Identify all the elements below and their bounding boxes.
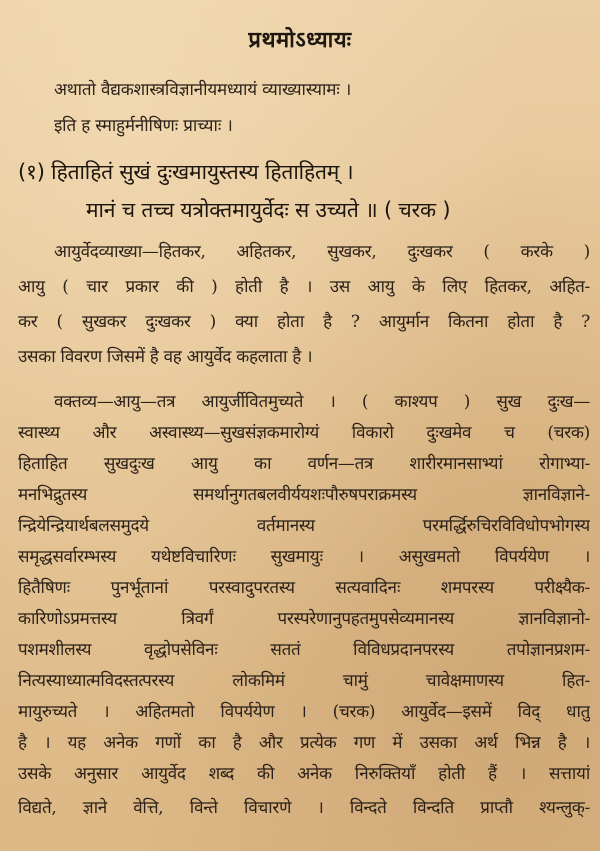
intro-line-1: अथातो वैद्यकशास्त्रविज्ञानीयमध्यायं व्याख्यास्यामः । [54, 80, 352, 100]
paragraph1-line-4: उसका विवरण जिसमें है वह आयुर्वेद कहलाता है । [18, 347, 313, 367]
verse-line-1: (१) हिताहितं सुखं दुःखमायुस्तस्य हिताहितम् । [18, 160, 354, 184]
verse-line-2: मानं च तच्च यत्रोक्तमायुर्वेदः स उच्यते ॥ ( चरक ) [86, 198, 451, 222]
chapter-heading: प्रथमोऽध्यायः [248, 28, 352, 53]
paragraph1-line-2: आयु ( चार प्रकार की ) होती है । उस आयु के लिए हितकर, अहित- [18, 277, 590, 297]
paragraph2-line-5: न्द्रियेन्द्रियार्थबलसमुदये वर्तमानस्य परमर्द्धिरुचिरविविधोपभोगस्य [18, 516, 590, 536]
paragraph2-line-6: समृद्धसर्वारम्भस्य यथेष्टविचारिणः सुखमायुः । असुखमतो विपर्ययेण । [18, 547, 590, 567]
paragraph2-line-14: विद्यते, ज्ञाने वेत्ति, विन्ते विचारणे । विन्दते विन्दति प्राप्तौ श्यन्लुक्- [18, 798, 590, 818]
intro-line-2: इति ह स्माहुर्मनीषिणः प्राच्याः । [54, 116, 233, 136]
paragraph2-line-4: मनभिद्रुतस्य समर्थानुगतबलवीर्ययशःपौरुषपराक्रमस्य ज्ञानविज्ञाने- [18, 485, 590, 505]
paragraph2-line-8: कारिणोऽप्रमत्तस्य त्रिवर्गं परस्परेणानुपहतमुपसेव्यमानस्य ज्ञानविज्ञानो- [18, 609, 590, 629]
paragraph1-line-3: कर ( सुखकर दुःखकर ) क्या होता है ? आयुर्मान कितना होता है ? [18, 312, 590, 332]
paragraph2-line-13: उसके अनुसार आयुर्वेद शब्द की अनेक निरुक्तियाँ होती हैं । सत्तायां [18, 764, 590, 784]
paragraph2-line-9: पशमशीलस्य वृद्धोपसेविनः सततं विविधप्रदानपरस्य तपोज्ञानप्रशम- [18, 640, 590, 660]
paragraph2-line-2: स्वास्थ्य और अस्वास्थ्य—सुखसंज्ञकमारोग्यं विकारो दुःखमेव च (चरक) [18, 423, 590, 443]
paragraph2-line-3: हिताहित सुखदुःख आयु का वर्णन—तत्र शारीरमानसाभ्यां रोगाभ्या- [18, 454, 590, 474]
paragraph2-line-10: नित्यस्याध्यात्मविदस्तत्परस्य लोकमिमं चामुं चावेक्षमाणस्य हित- [18, 671, 590, 691]
paragraph2-line-12: है । यह अनेक गणों का है और प्रत्येक गण में उसका अर्थ भिन्न है । [18, 733, 590, 753]
paragraph2-line-11: मायुरुच्यते । अहितमतो विपर्ययेण । (चरक) आयुर्वेद—इसमें विद् धातु [18, 702, 590, 722]
paragraph2-line-1: वक्तव्य—आयु—तत्र आयुर्जीवितमुच्यते । ( काश्यप ) सुख दुःख— [54, 392, 590, 412]
paragraph2-line-7: हितैषिणः पुनर्भूतानां परस्वादुपरतस्य सत्यवादिनः शमपरस्य परीक्ष्यैक- [18, 578, 590, 598]
paragraph1-line-1: आयुर्वेदव्याख्या—हितकर, अहितकर, सुखकर, दुःखकर ( करके ) [54, 242, 590, 262]
